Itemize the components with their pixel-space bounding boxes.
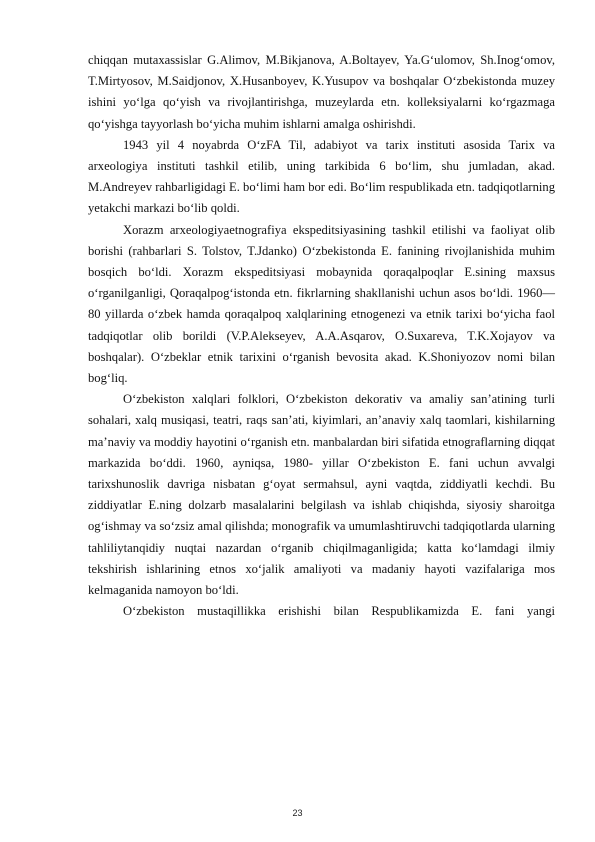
page-number: 23 [292,808,303,818]
paragraph-folklore: Oʻzbekiston xalqlari folklori, Oʻzbekiston dekorativ va amaliy sanʼatining turli sohalari, xalq musiqasi, teatri, raqs sanʼati, kiyimlari, anʼanaviy xalq taomlari, kishilarning maʼnaviy va moddiy hayotini oʻrganish etn. manbalardan biri sifatida etnograflarning diqqat markazida boʻddi. 1960, ayniqsa, 1980- yillar Oʻzbekiston E. fani uchun avvalgi tarixshunoslik davriga nisbatan gʻoyat sermahsul, ayni vaqtda, ziddiyatli kechdi. Bu ziddiyatlar E.ning dolzarb masalalarini belgilash va ishlab chiqishda, siyosiy sharoitga ogʻishmay va soʻzsiz amal qilishda; monografik va umumlashtiruvchi tadqiqotlarda ularning tahliliytanqidiy nuqtai nazardan oʻrganib chiqilmaganligida; katta koʻlamdagi ilmiy tekshirish ishlarining etnos xoʻjalik amaliyoti va madaniy hayoti vazifalariga mos kelmaganida namoyon boʻldi. [88,392,555,598]
document-body [88,50,555,622]
paragraph-independence: Oʻzbekiston mustaqillikka erishishi bilan Respublikamizda E. fani yangi [123,604,555,619]
paragraph-khorezm-expedition: Xorazm arxeologiyaetnografiya ekspeditsiyasining tashkil etilishi va faoliyat olib borishi (rahbarlari S. Tolstov, T.Jdanko) Oʻzbekistonda E. fanining rivojlanishida muhim bosqich boʻldi. Xorazm ekspeditsiyasi mobaynida qoraqalpoqlar E.sining maxsus oʻrganilganligi, Qoraqalpogʻistonda etn. fikrlarning shakllanishi uchun asos boʻldi. 1960—80 yillarda oʻzbek hamda qoraqalpoq xalqlarining etnogenezi va etnik tarixi boʻyicha faol tadqiqotlar olib borildi (V.P.Alekseyev, A.A.Asqarov, O.Suxareva, T.K.Xojayov va boshqalar). Oʻzbeklar etnik tarixini oʻrganish bevosita akad. K.Shoniyozov nomi bilan bogʻliq. [88,222,555,386]
paragraph-specialists: chiqqan mutaxassislar G.Alimov, M.Bikjanova, A.Boltayev, Ya.Gʻulomov, Sh.Inogʻomov, T.Mirtyosov, M.Saidjonov, X.Husanboyev, K.Yusupov va boshqalar Oʻzbekistonda muzey ishini yoʻlga qoʻyish va rivojlantirishga, muzeylarda etn. kolleksiyalarni koʻrgazmaga qoʻyishga tayyorlash boʻyicha muhim ishlarni amalga oshirishdi. [88,53,555,131]
paragraph-institute-1943: 1943 yil 4 noyabrda OʻzFA Til, adabiyot va tarix instituti asosida Tarix va arxeologiya instituti tashkil etilib, uning tarkibida 6 boʻlim, shu jumladan, akad. M.Andreyev rahbarligidagi E. boʻlimi ham bor edi. Boʻlim respublikada etn. tadqiqotlarning yetakchi markazi boʻlib qoldi. [88,137,555,216]
